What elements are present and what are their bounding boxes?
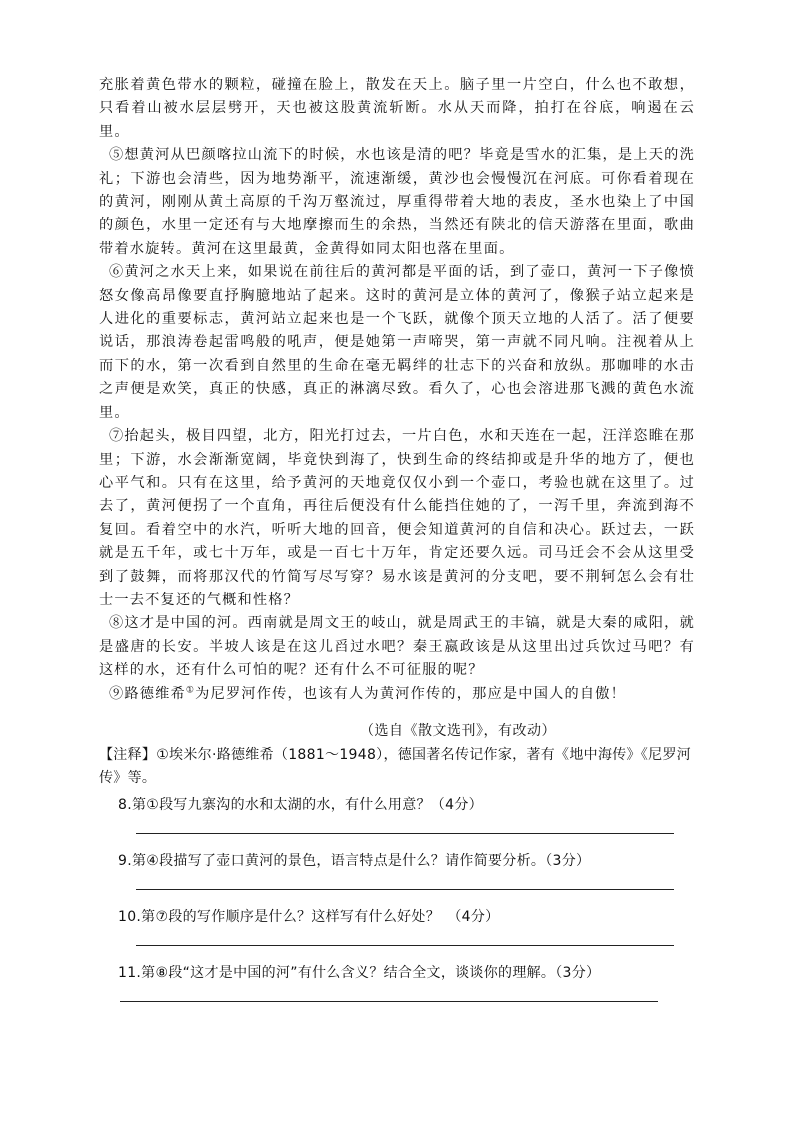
answer-line-q11[interactable] <box>120 1001 658 1002</box>
answer-line-q10[interactable] <box>136 945 674 946</box>
paragraph-9-end: 为尼罗河作传，也该有人为黄河作传的，那应是中国人的自傲！ <box>195 685 627 702</box>
question-9: 9.第④段描写了壶口黄河的景色，语言特点是什么？请作简要分析。（3分） <box>118 853 591 869</box>
essay-body <box>99 74 695 706</box>
source-citation: （选自《散文选刊》，有改动） <box>360 723 556 739</box>
footnote-marker: ① <box>185 684 196 695</box>
essay-paragraph-8: ⑧这才是中国的河。西南就是周文王的岐山，就是周武王的丰镐，就是大秦的咸阳，就是盛唐的长安。半坡人该是在这儿舀过水吧？秦王嬴政该是从这里出过兵饮过马吧？有这样的水，还有什么可怕的呢？还有什么不可征服的呢？ <box>99 615 695 679</box>
essay-paragraph-6: ⑥黄河之水天上来，如果说在前往后的黄河都是平面的话，到了壶口，黄河一下子像愤怒女像高昂像要直抒胸臆地站了起来。这时的黄河是立体的黄河了，像猴子站立起来是人进化的重要标志，黄河站立起来也是一个飞跃，就像个顶天立地的人活了。活了便要说话，那浪涛卷起雷鸣般的吼声，便是她第一声啼哭，第一声就不同凡响。注视着从上而下的水，第一次看到自然里的生命在毫无羁绊的壮志下的兴奋和放纵。那咖啡的水击之声便是欢笑，真正的快感，真正的淋漓尽致。看久了，心也会溶进那飞溅的黄色水流里。 <box>99 264 695 421</box>
question-10: 10.第⑦段的写作顺序是什么？这样写有什么好处？ （4分） <box>118 909 500 925</box>
essay-paragraph-continued: 充胀着黄色带水的颗粒，碰撞在脸上，散发在天上。脑子里一片空白，什么也不敢想，只看着山被水层层劈开，天也被这股黄流斩断。水从天而降，拍打在谷底，响遏在云里。 <box>99 77 695 140</box>
annotation-note: 【注释】①埃米尔·路德维希（1881～1948），德国著名传记作家，著有《地中海传》《尼罗河传》等。 <box>99 747 692 786</box>
essay-paragraph-9 <box>99 683 695 706</box>
essay-paragraph-5: ⑤想黄河从巴颜喀拉山流下的时候，水也该是清的吧？毕竟是雪水的汇集，是上天的洗礼；下游也会清些，因为地势渐平，流速渐缓，黄沙也会慢慢沉在河底。可你看着现在的黄河，刚刚从黄土高原的千沟万壑流过，厚重得带着大地的表皮，圣水也染上了中国的颜色，水里一定还有与大地摩擦而生的余热，当然还有陕北的信天游落在里面，歌曲带着水旋转。黄河在这里最黄，金黄得如同太阳也落在里面。 <box>99 147 695 257</box>
answer-line-q9[interactable] <box>136 889 674 890</box>
paragraph-9-start: ⑨路德维希 <box>108 685 186 702</box>
question-8: 8.第①段写九寨沟的水和太湖的水，有什么用意？（4分） <box>118 797 483 813</box>
answer-line-q8[interactable] <box>136 833 674 834</box>
essay-paragraph-7: ⑦抬起头，极目四望，北方，阳光打过去，一片白色，水和天连在一起，汪洋恣睢在那里；下游，水会渐渐宽阔，毕竟快到海了，快到生命的终结抑或是升华的地方了，便也心平气和。只有在这里，给予黄河的天地竟仅仅小到一个壶口，考验也就在这里了。过去了，黄河便拐了一个直角，再往后便没有什么能挡住她的了，一泻千里，奔流到海不复回。看着空中的水汽，听听大地的回音，便会知道黄河的自信和决心。跃过去，一跃就是五千年，或七十万年，或是一百七十万年，肯定还要久远。司马迁会不会从这里受到了鼓舞，而将那汉代的竹简写尽写穿？易水该是黄河的分支吧，要不荆轲怎么会有壮士一去不复还的气概和性格？ <box>99 428 695 608</box>
question-11: 11.第⑧段“这才是中国的河”有什么含义？结合全文，谈谈你的理解。（3分） <box>118 965 601 981</box>
